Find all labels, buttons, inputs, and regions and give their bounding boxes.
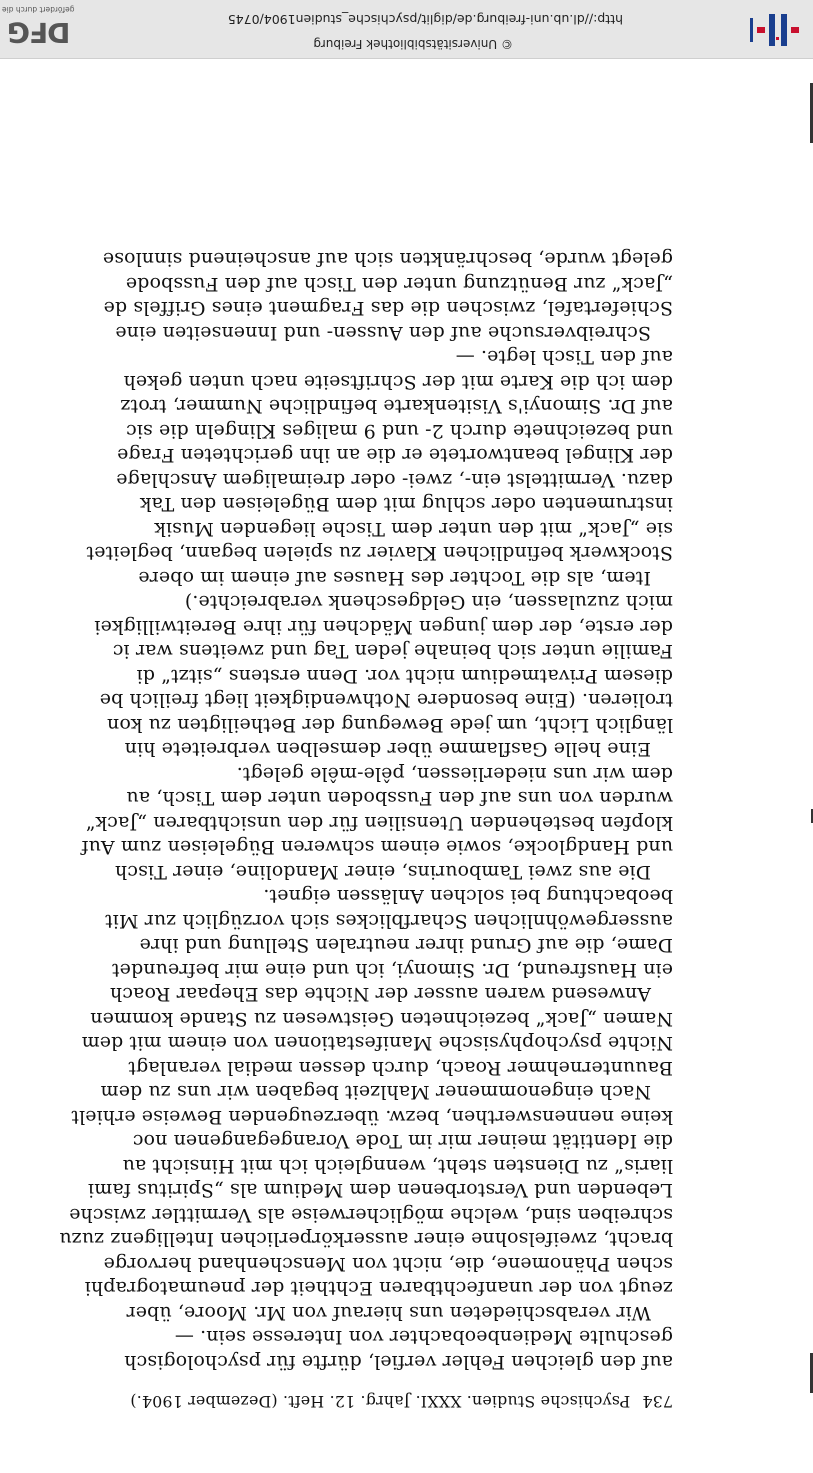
text-line: „Jack“ zur Benützung unter den Tisch auf den Fussbode <box>125 273 673 295</box>
dfg-logo-text: DFG <box>8 16 71 49</box>
text-line: trolieren. (Eine besondere Nothwendigkeit liegt freilich be <box>99 689 673 712</box>
running-head-title: Psychische Studien. XXXI. Jahrg. 12. Heft. (Dezember 1904.) <box>130 1392 631 1411</box>
text-line: Wir verabschiedeten uns hierauf von Mr. Moore, über <box>126 1302 651 1324</box>
text-line: Nichte psychophysische Manifestationen von einem mit dem <box>81 1032 673 1055</box>
text-line: dazu. Vermittelst ein-, zwei- oder dreimaligem Anschlage <box>116 469 673 491</box>
document-url-link[interactable]: http://dl.ub.uni-freiburg.de/diglit/psychische_studien1904/0745 <box>227 12 623 27</box>
viewer-footer-bar <box>0 0 813 59</box>
text-line: Bauunternehmer Roach, durch dessen medial veranlagt <box>128 1057 673 1079</box>
text-line: Namen „Jack“ bezeichneten Geistwesen zu Stande kommen <box>90 1008 673 1030</box>
text-line: Familie unter sich beinahe jeden Tag und zweitens war ic <box>112 640 673 663</box>
text-line: auf den Tisch legte. — <box>455 346 673 369</box>
text-line: dem ich die Karte mit der Schriftseite nach unten gekeh <box>123 371 673 393</box>
text-line: und Handglocke, sowie einem schweren Bügeleisen zum Auf <box>81 836 673 859</box>
text-line: länglich Licht, um jede Bewegung der Betheiligten zu kon <box>106 714 673 736</box>
text-line: zeugt von der unanfechtbaren Echtheit der pneumatographi <box>84 1277 673 1300</box>
text-line: gelegt wurde, beschränkten sich auf anscheinend sinnlose <box>102 248 673 271</box>
text-line: keine nennenswerthen, bezw. überzeugenden Beweise erhielt <box>71 1106 673 1128</box>
text-line: Nach eingenommener Mahlzeit begaben wir uns zu dem <box>100 1081 651 1104</box>
text-line: der Klingel beantwortete er die an ihn gerichteten Frage <box>117 444 673 467</box>
text-line: Eine helle Gasflamme über demselben verbreitete hin <box>124 738 651 761</box>
text-line: Schiefertafel, zwischen die das Fragment eines Griffels de <box>103 297 673 320</box>
text-line: beobachtung bei solchen Anlässen eignet. <box>263 885 673 908</box>
text-line: diesem Privatmedium nicht vor. Denn erstens „sitzt“ di <box>136 665 673 687</box>
text-line: ein Hausfreund, Dr. Simonyi, ich und eine mir befreundet <box>111 959 673 981</box>
text-line: und bezeichnete durch 2- und 9 maliges Klingeln die sic <box>126 420 673 442</box>
university-library-logo-icon <box>747 10 803 50</box>
text-line: aussergewöhnlichen Scharfblickes sich vorzüglich zur Mit <box>105 910 673 932</box>
text-line: instrumenten oder schlug mit dem Bügeleisen den Tak <box>139 493 673 516</box>
text-line: dem wir uns niederliessen, pêle-mêle gelegt. <box>236 763 673 785</box>
text-line: mich zuzulassen, ein Geldgeschenk verabreichte.) <box>184 591 673 614</box>
text-line: Anwesend waren ausser der Nichte das Ehepaar Roach <box>109 983 651 1006</box>
dfg-logo-subtext: gefördert durch die <box>2 5 75 14</box>
text-line: schen Phänomene, die, nicht von Menschenhand hervorge <box>103 1253 673 1275</box>
text-line: der erste, der dem jungen Mädchen für ihre Bereitwilligkei <box>94 616 673 638</box>
page-text-block <box>0 247 673 1411</box>
page-number: 734 <box>642 1392 673 1411</box>
text-line: die Identität meiner mir im Tode Vorangegangenen noc <box>132 1130 673 1153</box>
text-line: auf den gleichen Fehler verfiel, dürfte für psychologisch <box>124 1351 673 1373</box>
text-line: Die aus zwei Tambourins, einer Mandoline, einer Tisch <box>114 861 651 883</box>
text-line: schreiben sind, welche möglicherweise als Vermittler zwische <box>69 1204 673 1226</box>
copyright-notice: © Universitätsbibliothek Freiburg <box>313 37 513 51</box>
text-line: auf Dr. Simonyi's Visitenkarte befindliche Nummer, trotz <box>120 395 673 418</box>
text-line: liaris“ zu Diensten steht, wenngleich ich mit Hinsicht au <box>122 1155 673 1177</box>
text-line: klopfen bestehenden Utensilien für den unsichtbaren „Jack“ <box>85 812 673 834</box>
text-line: Lebenden und Verstorbenen dem Medium als „Spiritus fami <box>88 1179 673 1202</box>
text-line: Dame, die auf Grund ihrer neutralen Stellung und ihre <box>139 934 673 957</box>
text-line: Item, als die Tochter des Hauses auf einem im obere <box>138 567 651 589</box>
text-line: Stockwerk befindlichen Klavier zu spielen begann, begleitet <box>86 542 673 565</box>
text-line: wurden von uns auf den Fussboden unter dem Tisch, au <box>126 787 673 810</box>
running-head <box>0 1392 673 1411</box>
text-line: Schreibversuche auf den Aussen- und Innenseiten eine <box>115 322 651 344</box>
text-line: geschulte Medienbeobachter von Interesse sein. — <box>174 1326 673 1349</box>
text-line: sie „Jack“ mit den unter dem Tische liegenden Musik <box>154 518 673 540</box>
text-line: bracht, zweifelsohne einer ausserkörperlichen Intelligenz zuzu <box>59 1228 673 1251</box>
